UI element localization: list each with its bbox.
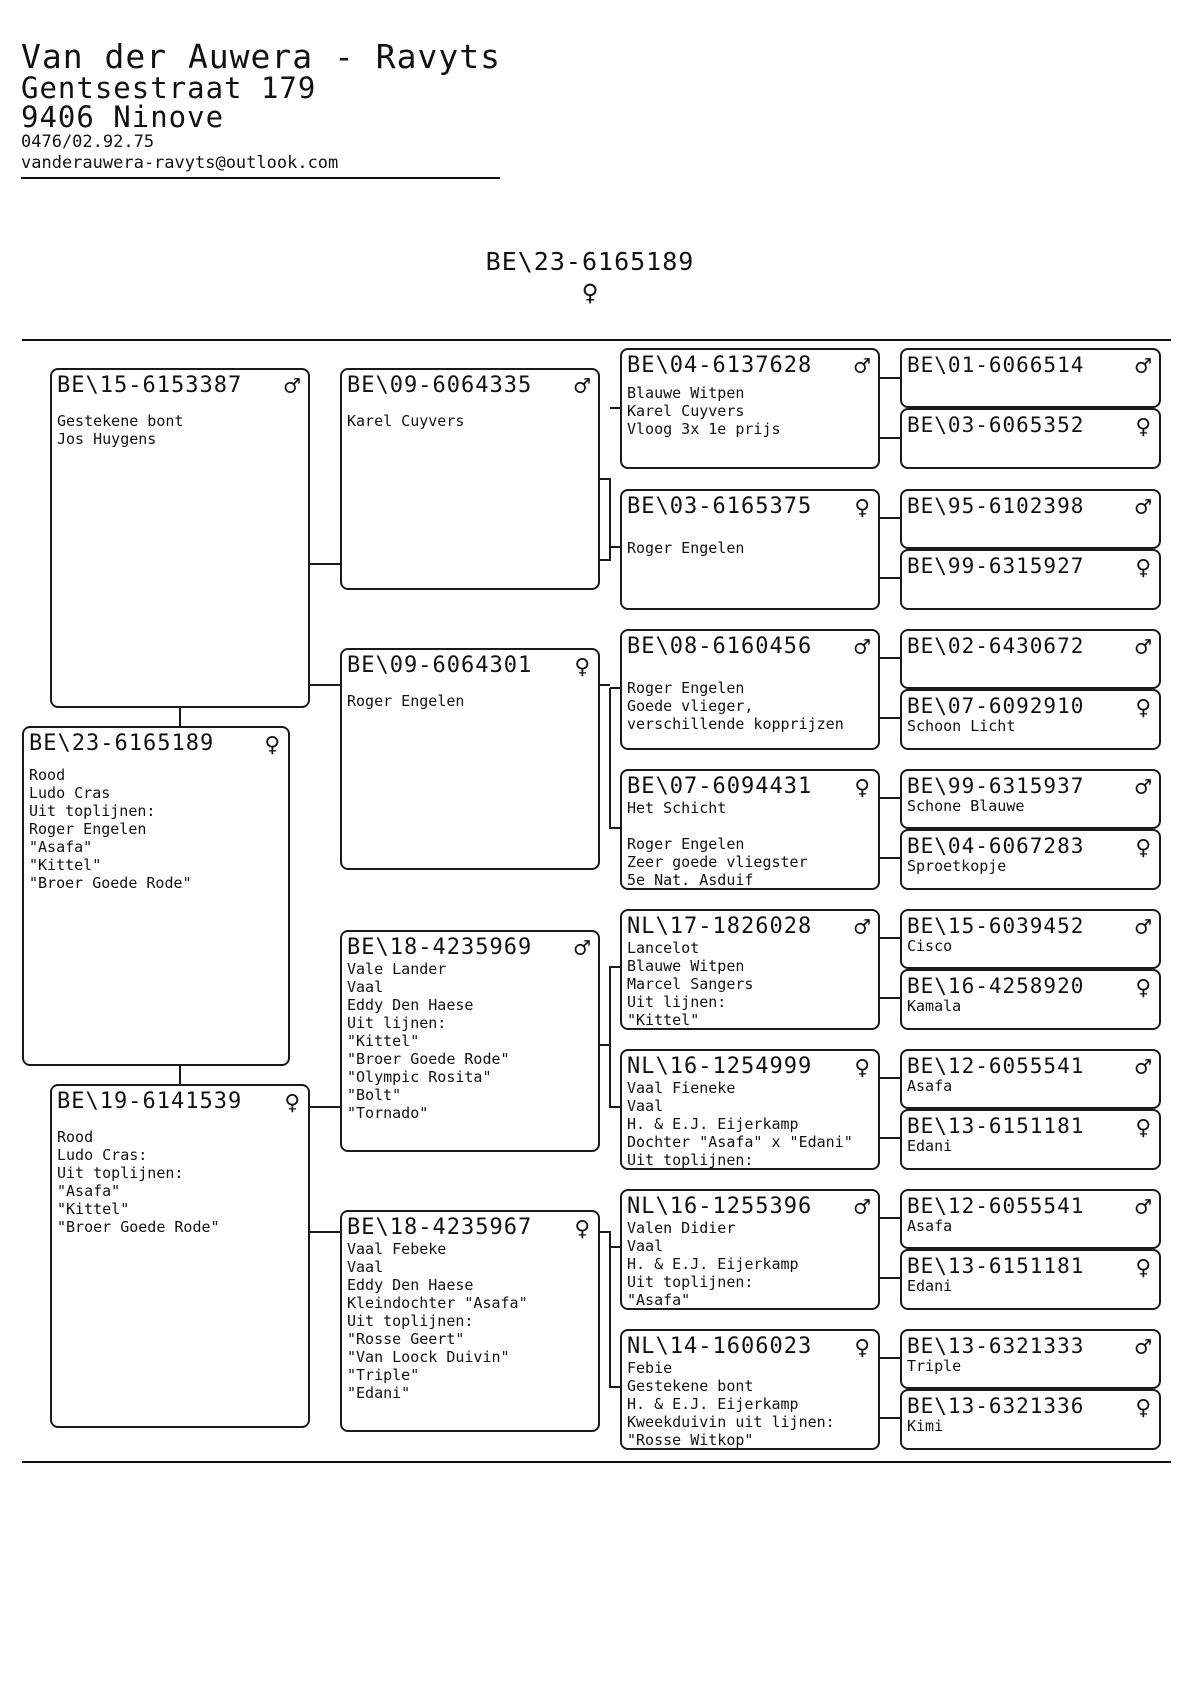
ring-number: BE\19-6141539 (57, 1089, 243, 1114)
card-line: Roger Engelen (347, 692, 465, 710)
female-icon: ♀ (1135, 1253, 1151, 1283)
card-line: Schoon Licht (907, 717, 1016, 735)
male-icon: ♂ (1135, 913, 1151, 943)
ring-number: BE\12-6055541 (907, 1194, 1085, 1218)
female-icon: ♀ (574, 1214, 590, 1244)
ring-number: BE\03-6065352 (907, 413, 1085, 437)
gen4-card (900, 969, 1161, 1030)
ring-number: BE\16-4258920 (907, 974, 1085, 998)
male-icon: ♂ (854, 633, 870, 663)
card-line: "Olympic Rosita" (347, 1068, 492, 1086)
great-grandparent-card (620, 489, 880, 610)
card-line: Valen Didier (627, 1219, 736, 1237)
male-icon: ♂ (1135, 1333, 1151, 1363)
card-line: "Triple" (347, 1366, 420, 1384)
female-icon: ♀ (854, 1053, 870, 1083)
gen4-card (900, 348, 1161, 408)
gen4-card (900, 1389, 1161, 1450)
card-line: Asafa (907, 1217, 953, 1235)
card-line: "Edani" (347, 1384, 411, 1402)
card-line: Uit lijnen: (347, 1014, 447, 1032)
ring-number: BE\03-6165375 (627, 494, 813, 519)
card-line: Vaal (347, 1258, 384, 1276)
card-line: Roger Engelen (627, 539, 745, 557)
owner-city: 9406 Ninove (21, 100, 225, 134)
card-line: Jos Huygens (57, 430, 157, 448)
gen4-card (900, 1249, 1161, 1310)
card-line: "Asafa" (627, 1291, 691, 1309)
card-line: Vale Lander (347, 960, 447, 978)
ring-number: BE\12-6055541 (907, 1054, 1085, 1078)
card-line: Uit toplijnen: (627, 1151, 754, 1169)
male-icon: ♂ (1135, 633, 1151, 663)
ring-number: BE\99-6315937 (907, 774, 1085, 798)
card-line: Zeer goede vliegster (627, 853, 808, 871)
card-line: "Kittel" (57, 1200, 130, 1218)
great-grandparent-card (620, 909, 880, 1030)
card-line: Vaal (347, 978, 384, 996)
gen4-card (900, 408, 1161, 469)
ring-number: BE\13-6151181 (907, 1254, 1085, 1278)
card-line: 5e Nat. Asduif (627, 871, 754, 889)
ring-number: BE\13-6321336 (907, 1394, 1085, 1418)
owner-name: Van der Auwera - Ravyts (21, 37, 501, 76)
card-line: "Kittel" (347, 1032, 420, 1050)
card-line: "Bolt" (347, 1086, 402, 1104)
dam-card (50, 1084, 310, 1428)
ring-number: BE\15-6153387 (57, 373, 243, 398)
male-icon: ♂ (574, 934, 590, 964)
card-line: Vaal (627, 1097, 664, 1115)
card-line: Gestekene bont (627, 1377, 754, 1395)
ring-number: BE\08-6160456 (627, 634, 813, 659)
female-icon: ♀ (1135, 1113, 1151, 1143)
card-line: Gestekene bont (57, 412, 184, 430)
card-line: H. & E.J. Eijerkamp (627, 1255, 799, 1273)
male-icon: ♂ (1135, 773, 1151, 803)
female-icon: ♀ (574, 652, 590, 682)
ring-number: BE\18-4235969 (347, 935, 533, 960)
female-icon: ♀ (1135, 1393, 1151, 1423)
great-grandparent-card (620, 769, 880, 890)
gen4-card (900, 1109, 1161, 1170)
great-grandparent-card (620, 629, 880, 750)
card-line: Roger Engelen (29, 820, 147, 838)
card-line: "Kittel" (627, 1011, 700, 1029)
card-line: Kweekduivin uit lijnen: (627, 1413, 835, 1431)
card-line: Lancelot (627, 939, 700, 957)
ring-number: BE\01-6066514 (907, 353, 1085, 377)
gen4-card (900, 549, 1161, 610)
card-line: Ludo Cras: (57, 1146, 148, 1164)
card-line: Kimi (907, 1417, 944, 1435)
ring-number: BE\13-6321333 (907, 1334, 1085, 1358)
card-line: Roger Engelen (627, 679, 745, 697)
card-line: "Broer Goede Rode" (57, 1218, 220, 1236)
card-line: Blauwe Witpen (627, 384, 745, 402)
owner-street: Gentsestraat 179 (21, 71, 317, 105)
card-line: "Broer Goede Rode" (347, 1050, 510, 1068)
subject-ring-number: BE\23-6165189 (485, 247, 695, 276)
card-line: Blauwe Witpen (627, 957, 745, 975)
male-icon: ♂ (854, 913, 870, 943)
card-line: Schone Blauwe (907, 797, 1025, 815)
male-icon: ♂ (1135, 352, 1151, 382)
card-line: verschillende kopprijzen (627, 715, 844, 733)
ring-number: BE\95-6102398 (907, 494, 1085, 518)
card-line: "Van Loock Duivin" (347, 1348, 510, 1366)
gen4-card (900, 909, 1161, 969)
card-line: Roger Engelen (627, 835, 745, 853)
ring-number: BE\02-6430672 (907, 634, 1085, 658)
great-grandparent-card (620, 1049, 880, 1170)
female-icon: ♀ (1135, 693, 1151, 723)
male-icon: ♂ (854, 1193, 870, 1223)
card-line: Edani (907, 1137, 953, 1155)
card-line: Vaal (627, 1237, 664, 1255)
card-line: Uit toplijnen: (57, 1164, 184, 1182)
gen4-card (900, 1049, 1161, 1109)
card-line: Goede vlieger, (627, 697, 754, 715)
card-line: Uit toplijnen: (627, 1273, 754, 1291)
card-line: H. & E.J. Eijerkamp (627, 1115, 799, 1133)
ring-number: BE\07-6094431 (627, 774, 813, 799)
card-line: "Rosse Witkop" (627, 1431, 754, 1449)
female-icon: ♀ (1135, 973, 1151, 1003)
grandparent-card (340, 368, 600, 590)
card-line: "Kittel" (29, 856, 102, 874)
card-line: Eddy Den Haese (347, 1276, 474, 1294)
card-line: Kleindochter "Asafa" (347, 1294, 528, 1312)
card-line: Dochter "Asafa" x "Edani" (627, 1133, 853, 1151)
gen4-card (900, 689, 1161, 750)
card-line: Karel Cuyvers (627, 402, 745, 420)
female-icon: ♀ (854, 773, 870, 803)
card-line: Triple (907, 1357, 962, 1375)
card-line: Sproetkopje (907, 857, 1007, 875)
female-icon: ♀ (264, 730, 280, 760)
female-icon: ♀ (284, 1088, 300, 1118)
grandparent-card (340, 930, 600, 1152)
card-line: Vloog 3x 1e prijs (627, 420, 781, 438)
female-icon: ♀ (854, 493, 870, 523)
ring-number: BE\09-6064301 (347, 653, 533, 678)
female-icon: ♀ (1135, 553, 1151, 583)
card-line: Edani (907, 1277, 953, 1295)
ring-number: BE\09-6064335 (347, 373, 533, 398)
ring-number: NL\16-1254999 (627, 1054, 813, 1079)
ring-number: BE\18-4235967 (347, 1215, 533, 1240)
card-line: Febie (627, 1359, 673, 1377)
ring-number: BE\23-6165189 (29, 731, 215, 756)
card-line: "Rosse Geert" (347, 1330, 465, 1348)
card-line: Karel Cuyvers (347, 412, 465, 430)
gen4-card (900, 489, 1161, 549)
grandparent-card (340, 648, 600, 870)
male-icon: ♂ (284, 372, 300, 402)
male-icon: ♂ (1135, 1053, 1151, 1083)
male-icon: ♂ (1135, 493, 1151, 523)
great-grandparent-card (620, 1189, 880, 1310)
card-line: Vaal Febeke (347, 1240, 447, 1258)
great-grandparent-card (620, 348, 880, 469)
sire-card (50, 368, 310, 708)
card-line: Het Schicht (627, 799, 727, 817)
card-line: Kamala (907, 997, 962, 1015)
male-icon: ♂ (1135, 1193, 1151, 1223)
card-line: Uit lijnen: (627, 993, 727, 1011)
card-line: Cisco (907, 937, 953, 955)
card-line: "Broer Goede Rode" (29, 874, 192, 892)
ring-number: BE\99-6315927 (907, 554, 1085, 578)
ring-number: NL\16-1255396 (627, 1194, 813, 1219)
gen4-card (900, 1189, 1161, 1249)
owner-phone: 0476/02.92.75 (21, 132, 155, 152)
subject-card (22, 726, 290, 1066)
ring-number: NL\17-1826028 (627, 914, 813, 939)
owner-email: vanderauwera-ravyts@outlook.com (21, 153, 339, 173)
male-icon: ♂ (854, 352, 870, 382)
ring-number: BE\07-6092910 (907, 694, 1085, 718)
ring-number: BE\04-6137628 (627, 353, 813, 378)
card-line: H. & E.J. Eijerkamp (627, 1395, 799, 1413)
female-icon: ♀ (1135, 833, 1151, 863)
card-line: Rood (57, 1128, 94, 1146)
card-line: "Asafa" (29, 838, 93, 856)
female-icon: ♀ (1135, 412, 1151, 442)
ring-number: BE\15-6039452 (907, 914, 1085, 938)
card-line: Ludo Cras (29, 784, 111, 802)
gen4-card (900, 1329, 1161, 1389)
card-line: Vaal Fieneke (627, 1079, 736, 1097)
female-icon: ♀ (581, 276, 599, 309)
card-line: "Tornado" (347, 1104, 429, 1122)
ring-number: BE\04-6067283 (907, 834, 1085, 858)
card-line: Marcel Sangers (627, 975, 754, 993)
great-grandparent-card (620, 1329, 880, 1450)
card-line: Asafa (907, 1077, 953, 1095)
gen4-card (900, 829, 1161, 890)
female-icon: ♀ (854, 1333, 870, 1363)
grandparent-card (340, 1210, 600, 1432)
card-line: Eddy Den Haese (347, 996, 474, 1014)
gen4-card (900, 629, 1161, 689)
card-line: Rood (29, 766, 66, 784)
card-line: Uit toplijnen: (29, 802, 156, 820)
ring-number: BE\13-6151181 (907, 1114, 1085, 1138)
gen4-card (900, 769, 1161, 829)
male-icon: ♂ (574, 372, 590, 402)
card-line: Uit toplijnen: (347, 1312, 474, 1330)
card-line: "Asafa" (57, 1182, 121, 1200)
ring-number: NL\14-1606023 (627, 1334, 813, 1359)
